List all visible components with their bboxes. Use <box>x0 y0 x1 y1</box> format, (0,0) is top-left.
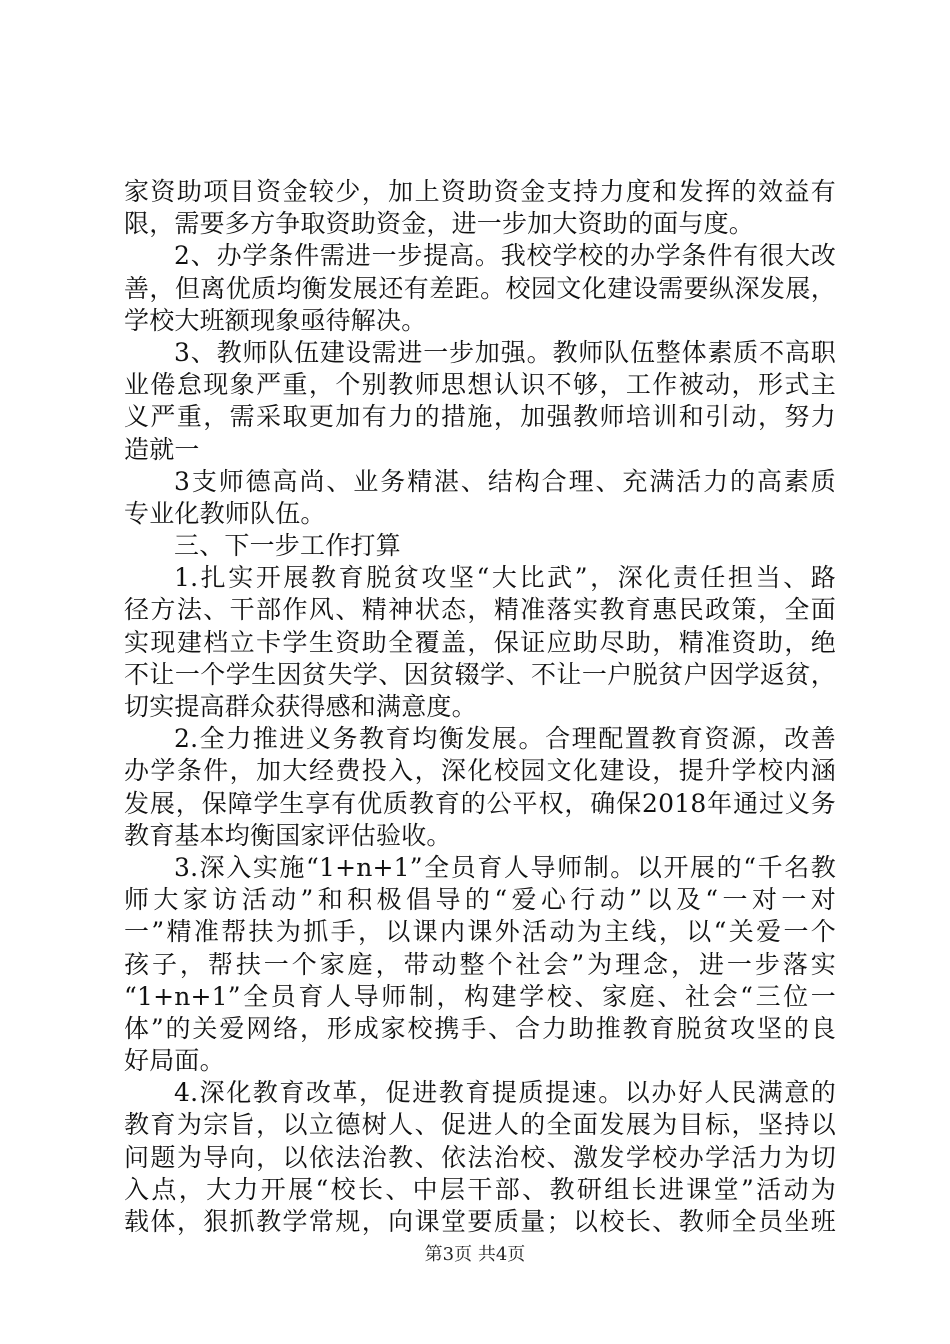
text-line: 体”的关爱网络，形成家校携手、合力助推教育脱贫攻坚的良 <box>124 1013 836 1043</box>
text-line: 一”精准帮扶为抓手，以课内课外活动为主线，以“关爱一个 <box>124 917 836 947</box>
text-line: 教育基本均衡国家评估验收。 <box>124 820 452 850</box>
text-line: 好局面。 <box>124 1046 225 1076</box>
text-line: 办学条件，加大经费投入，深化校园文化建设，提升学校内涵 <box>124 756 836 786</box>
text-line: 3支师德高尚、业务精湛、结构合理、充满活力的高素质 <box>174 466 836 496</box>
text-line: 孩子，帮扶一个家庭，带动整个社会”为理念，进一步落实 <box>124 949 836 979</box>
document-body <box>124 176 836 1238</box>
text-line: 业倦怠现象严重，个别教师思想认识不够，工作被动，形式主 <box>124 370 836 400</box>
text-line: 3.深入实施“1+n+1”全员育人导师制。以开展的“千名教 <box>174 852 836 882</box>
text-line: 三、下一步工作打算 <box>174 531 401 561</box>
text-line: 问题为导向，以依法治教、依法治校、激发学校办学活力为切 <box>124 1142 836 1172</box>
text-line: 径方法、干部作风、精神状态，精准落实教育惠民政策，全面 <box>124 595 836 625</box>
text-line: 实现建档立卡学生资助全覆盖，保证应助尽助，精准资助，绝 <box>124 627 836 657</box>
text-line: 不让一个学生因贫失学、因贫辍学、不让一户脱贫户因学返贫， <box>124 659 836 689</box>
text-line: “1+n+1”全员育人导师制，构建学校、家庭、社会“三位一 <box>124 981 836 1011</box>
text-line: 学校大班额现象亟待解决。 <box>124 305 427 335</box>
text-line: 切实提高群众获得感和满意度。 <box>124 692 477 721</box>
text-line: 1.扎实开展教育脱贫攻坚“大比武”，深化责任担当、路 <box>174 563 836 593</box>
text-line: 发展，保障学生享有优质教育的公平权，确保2018年通过义务 <box>124 788 836 818</box>
text-line: 2、办学条件需进一步提高。我校学校的办学条件有很大改 <box>174 241 836 271</box>
text-line: 专业化教师队伍。 <box>124 498 326 528</box>
text-line: 载体，狠抓教学常规，向课堂要质量；以校长、教师全员坐班 <box>124 1207 836 1236</box>
text-line: 家资助项目资金较少，加上资助资金支持力度和发挥的效益有 <box>124 177 836 206</box>
text-line: 善，但离优质均衡发展还有差距。校园文化建设需要纵深发展， <box>124 273 836 303</box>
text-line: 造就一 <box>124 434 200 464</box>
text-line: 师大家访活动”和积极倡导的“爱心行动”以及“一对一对 <box>124 885 836 915</box>
page-footer: 第3页 共4页 <box>424 1244 526 1265</box>
text-line: 4.深化教育改革，促进教育提质提速。以办好人民满意的 <box>174 1078 836 1108</box>
text-line: 入点，大力开展“校长、中层干部、教研组长进课堂”活动为 <box>124 1174 836 1204</box>
text-line: 义严重，需采取更加有力的措施，加强教师培训和引动，努力 <box>124 402 836 432</box>
text-line: 2.全力推进义务教育均衡发展。合理配置教育资源，改善 <box>174 724 836 754</box>
text-line: 限，需要多方争取资助资金，进一步加大资助的面与度。 <box>124 209 755 239</box>
text-line: 教育为宗旨，以立德树人、促进人的全面发展为目标，坚持以 <box>124 1110 836 1140</box>
text-line: 3、教师队伍建设需进一步加强。教师队伍整体素质不高职 <box>174 337 836 367</box>
